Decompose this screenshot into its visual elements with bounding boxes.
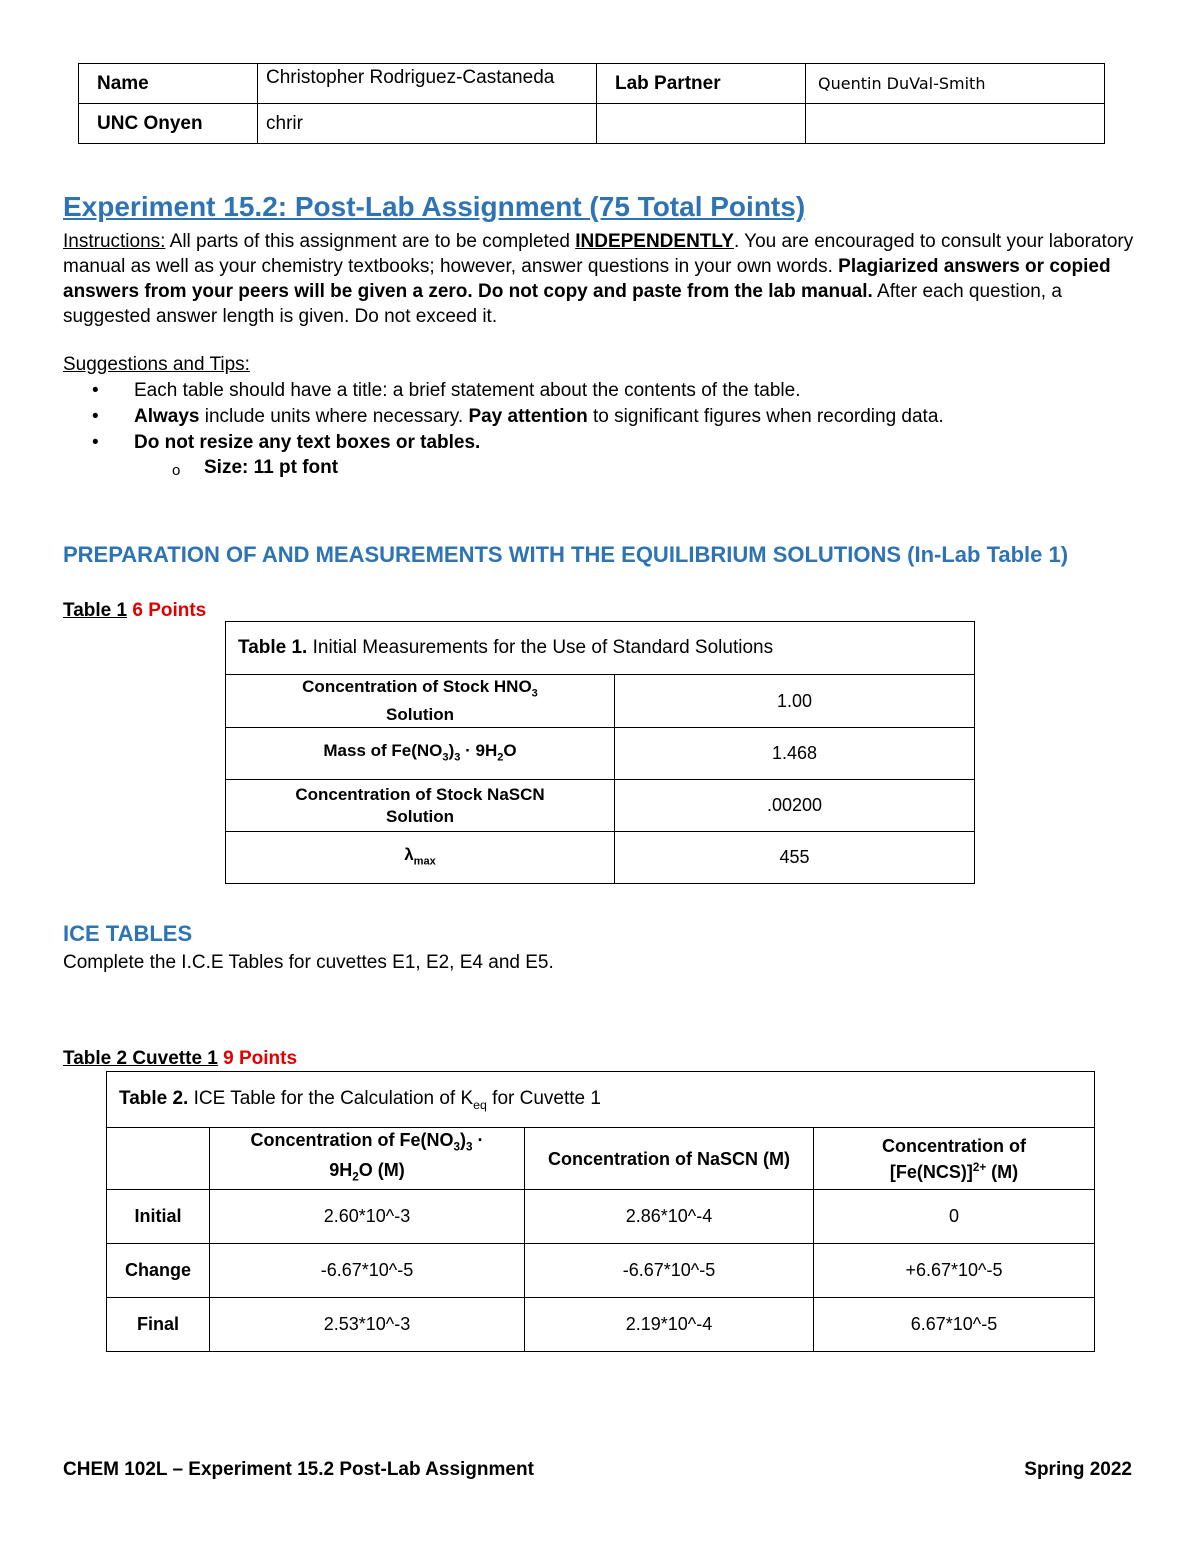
instructions-text: All parts of this assignment are to be completed xyxy=(165,231,576,252)
table2-label: Table 2 Cuvette 1 xyxy=(63,1048,218,1069)
row-label: Concentration of Stock $HNO_3$ Solution xyxy=(226,675,615,728)
table-cell[interactable]: -6.67*10^-5 xyxy=(525,1244,814,1298)
table-cell[interactable]: 2.53*10^-3 xyxy=(210,1298,525,1352)
table-cell[interactable]: 2.19*10^-4 xyxy=(525,1298,814,1352)
table-row xyxy=(107,1244,1095,1298)
name-label: Name xyxy=(79,64,258,104)
table-row xyxy=(226,675,975,728)
empty-cell[interactable] xyxy=(806,104,1105,144)
table-cell[interactable]: 0 xyxy=(814,1190,1095,1244)
column-header: Concentration of NaSCN (M) xyxy=(525,1128,814,1190)
table-cell[interactable]: 2.60*10^-3 xyxy=(210,1190,525,1244)
row-label: Initial xyxy=(107,1190,210,1244)
instructions-text: After each question, a suggested answer length is given. Do not exceed it. xyxy=(63,281,1062,327)
plagiarism-warning: Plagiarized answers or copied answers from your peers will be given a zero. Do not copy and paste from the lab manual. xyxy=(63,256,1111,302)
table-cell[interactable]: 6.67*10^-5 xyxy=(814,1298,1095,1352)
instructions-paragraph xyxy=(63,229,1143,329)
tip-subitem: Size: 11 pt font xyxy=(204,457,339,478)
tip-bold: Always xyxy=(134,406,200,427)
ice-instructions: Complete the I.C.E Tables for cuvettes E1, E2, E4 and E5. xyxy=(63,952,554,973)
points-label: 9 Points xyxy=(223,1048,298,1069)
empty-header-cell xyxy=(107,1128,210,1190)
bullet-icon: • xyxy=(92,432,99,453)
header-table xyxy=(78,63,1105,144)
table-row xyxy=(226,832,975,884)
table-cell[interactable]: 1.00 xyxy=(615,675,975,728)
column-header: Concentration of $[Fe(NCS)]^{2+}$ (M) xyxy=(814,1128,1095,1190)
table-cell[interactable]: -6.67*10^-5 xyxy=(210,1244,525,1298)
row-label: Concentration of Stock NaSCN Solution xyxy=(226,780,615,832)
tip-bold: Pay attention xyxy=(468,406,588,427)
table-row xyxy=(226,780,975,832)
tip-text: to significant figures when recording data. xyxy=(587,406,944,427)
page-title: Experiment 15.2: Post-Lab Assignment (75 Total Points) xyxy=(63,191,806,222)
column-header: Concentration of $Fe(NO_3)_3$ · $9H_2O$ (M) xyxy=(210,1128,525,1190)
lab-partner-field[interactable]: Quentin DuVal-Smith xyxy=(806,64,1105,104)
tip-text: include units where necessary. xyxy=(199,406,469,427)
row-label: Final xyxy=(107,1298,210,1352)
table-2 xyxy=(106,1071,1095,1352)
table-cell[interactable]: .00200 xyxy=(615,780,975,832)
table-cell[interactable]: +6.67*10^-5 xyxy=(814,1244,1095,1298)
table-row xyxy=(226,728,975,780)
table-row xyxy=(107,1298,1095,1352)
onyen-field[interactable]: chrir xyxy=(258,104,597,144)
bullet-icon: • xyxy=(92,406,99,427)
table-header-row xyxy=(107,1128,1095,1190)
tip-item: Each table should have a title: a brief statement about the contents of the table. xyxy=(134,380,801,401)
table-row xyxy=(107,1190,1095,1244)
table-1 xyxy=(225,621,975,884)
table-caption: Table 2. ICE Table for the Calculation of $K_{eq}$ for Cuvette 1 xyxy=(107,1072,1095,1128)
row-label: Change xyxy=(107,1244,210,1298)
tip-item: Do not resize any text boxes or tables. xyxy=(134,432,481,453)
instructions-text: . You are encouraged to consult your laboratory manual as well as your chemistry textbooks; however, answer questions in your own words. xyxy=(63,231,1134,277)
points-label: 6 Points xyxy=(132,600,207,621)
table-caption: Table 1. Initial Measurements for the Use of Standard Solutions xyxy=(226,622,975,675)
table-cell[interactable]: 1.468 xyxy=(615,728,975,780)
footer-right: Spring 2022 xyxy=(1024,1459,1132,1480)
bullet-icon: • xyxy=(92,380,99,401)
table1-label-line xyxy=(63,598,1143,623)
tip-item xyxy=(134,404,944,429)
independently-text: INDEPENDENTLY xyxy=(575,231,734,252)
tips-heading: Suggestions and Tips: xyxy=(63,354,250,375)
table-cell[interactable]: 2.86*10^-4 xyxy=(525,1190,814,1244)
table2-label-line xyxy=(63,1046,1143,1071)
row-label: $\lambda_{max}$ xyxy=(226,832,615,884)
section-heading-preparation: PREPARATION OF AND MEASUREMENTS WITH THE EQUILIBRIUM SOLUTIONS (In-Lab Table 1) xyxy=(63,542,1069,567)
footer-left: CHEM 102L – Experiment 15.2 Post-Lab Assignment xyxy=(63,1459,534,1480)
name-value: Christopher Rodriguez-Castaneda xyxy=(266,66,555,88)
row-label: Mass of $Fe(NO_3)_3 \cdot 9H_2O$ xyxy=(226,728,615,780)
instructions-label: Instructions: xyxy=(63,231,166,252)
table1-label: Table 1 xyxy=(63,600,128,621)
sub-bullet-icon: o xyxy=(172,462,181,479)
lab-partner-label: Lab Partner xyxy=(597,64,806,104)
onyen-label: UNC Onyen xyxy=(79,104,258,144)
table-cell[interactable]: 455 xyxy=(615,832,975,884)
empty-cell[interactable] xyxy=(597,104,806,144)
name-field[interactable] xyxy=(258,64,597,104)
section-heading-ice: ICE TABLES xyxy=(63,921,193,946)
